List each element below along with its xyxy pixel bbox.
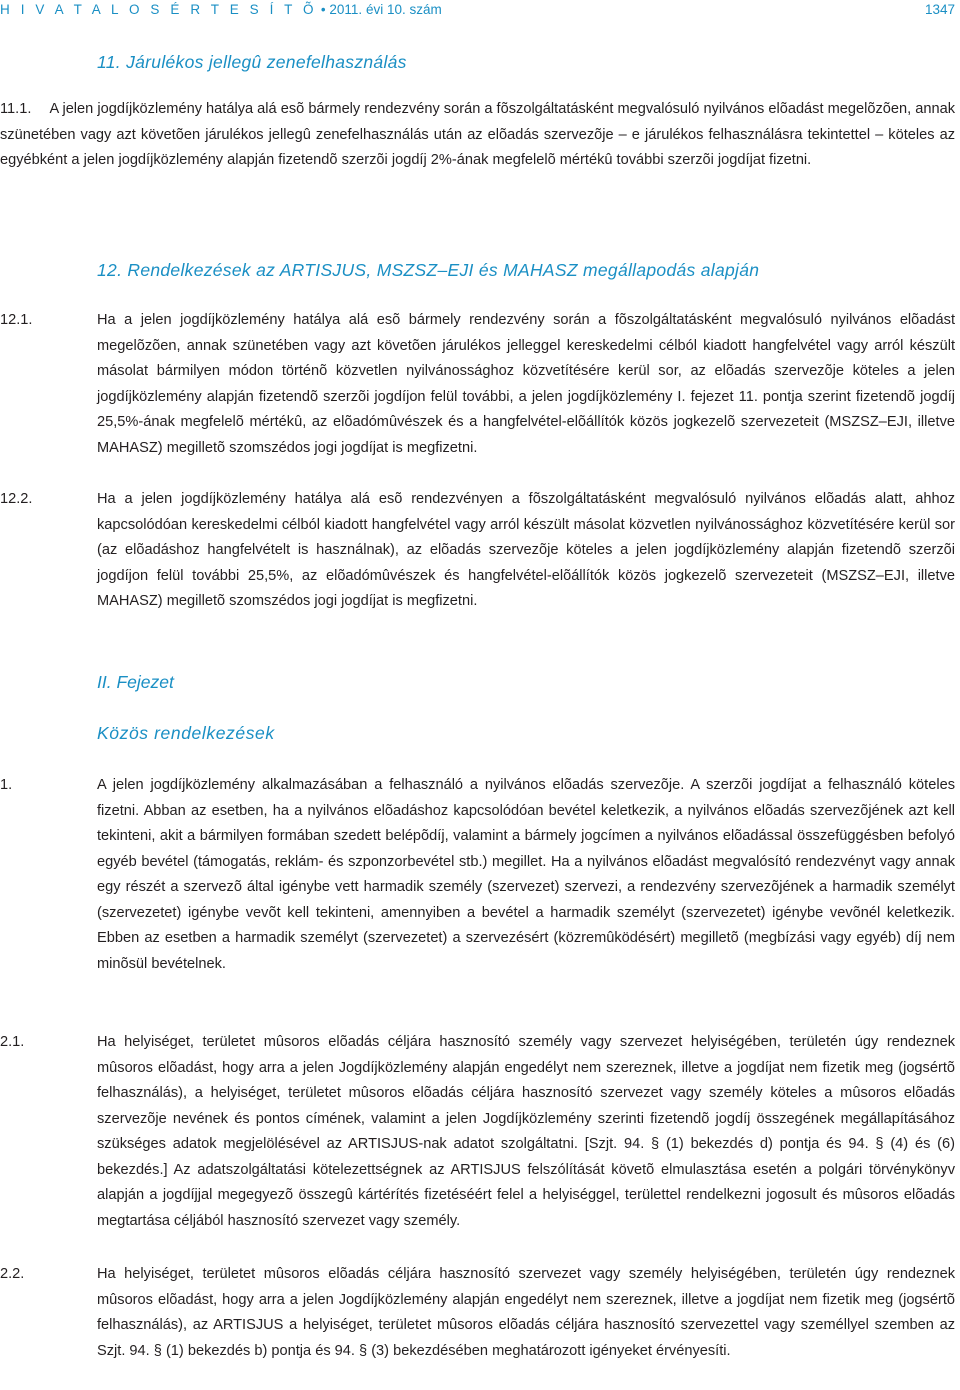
- issue-label: 2011. évi 10. szám: [329, 2, 442, 17]
- paragraph-2-1: [0, 1030, 955, 1234]
- section-12-title: 12. Rendelkezések az ARTISJUS, MSZSZ–EJI és MAHASZ megállapodás alapján: [97, 260, 760, 280]
- paragraph-number: 1.: [0, 777, 13, 793]
- paragraph-text: Ha helyiséget, területet mûsoros elõadás céljára hasznosító személy vagy szervezet helyiségében, területén úgy rendeznek mûsoros elõadást, hogy arra a jelen Jogdíjközlemény alapján engedélyt nem szereznek, illetve a jogdíjat nem fizetik meg (jogsértõ felhasználás), a helyiséget, területet mûsoros elõadás céljára hasznosító szervezet vagy személy köteles a mûsoros elõadás szervezõje nevének és pontos címének, valamint a jelen Jogdíjközlemény szerinti fizetendõ jogdíj összegének megállapításához szükséges adatok megjelölésével az ARTISJUS-nak adatot szolgáltatni. [Szjt. 94. § (1) bekezdés d) pontja és 94. § (4) és (6) bekezdés.] Az adatszolgáltatási kötelezettségnek az ARTISJUS felszólítását követõ elmulasztása esetén a polgári törvénykönyv alapján a jogdíjjal megegyezõ összegû kártérítés fizetéséért felel a helyiséggel, területtel rendelkezni jogosult és mûsoros elõadás megtartása céljából hasznosító szervezet vagy személy.: [97, 1034, 955, 1229]
- paragraph-12-2: [0, 487, 955, 615]
- journal-title: H I V A T A L O S É R T E S Í T Õ: [0, 2, 318, 17]
- bullet-separator: •: [320, 2, 330, 17]
- paragraph-number: 11.1.: [0, 101, 32, 117]
- section-11-title: 11. Járulékos jellegû zenefelhasználás: [97, 52, 407, 72]
- page-header: [0, 0, 960, 24]
- paragraph-text: A jelen jogdíjközlemény alkalmazásában a felhasználó a nyilvános elõadás szervezõje. A szerzõi jogdíjat a felhasználó köteles fizetni. Abban az esetben, ha a nyilvános elõadáshoz kapcsolódóan bevétel keletkezik, a nyilvános elõadás szervezõjének azt kell tekinteni, akit a bármilyen formában szedett belépõdíj, valamint a bármely jogcímen a nyilvános elõadással összefüggésben befolyó egyéb bevétel (támogatás, reklám- és szponzorbevétel stb.) megillet. Ha a nyilvános elõadást megvalósító rendezvényt vagy annak egy részét a szervezõ által igénybe vett harmadik személy (szervezet) szervezi, a rendezvény szervezõjének a harmadik személyt (szervezetet) igénybe vevõt kell tekinteni, amennyiben a bevétel a harmadik személyt (szervezetet) igénybe vevõnél keletkezik. Ebben az esetben a harmadik személyt (szervezetet) a szervezésért (közremûködésért) megilletõ (megbízási vagy egyéb) díj nem minõsül bevételnek.: [97, 777, 955, 972]
- page-number: 1347: [924, 2, 955, 17]
- paragraph-number: 2.1.: [0, 1034, 25, 1050]
- header-left: [0, 0, 442, 20]
- chapter-2-subtitle: Közös rendelkezések: [97, 723, 275, 743]
- paragraph-number: 12.1.: [0, 312, 33, 328]
- paragraph-12-1: [0, 308, 955, 461]
- paragraph-1: [0, 773, 955, 977]
- paragraph-text: Ha a jelen jogdíjközlemény hatálya alá esõ rendezvényen a fõszolgáltatásként megvalósuló nyilvános elõadás alatt, ahhoz kapcsolódóan kereskedelmi célból kiadott hangfelvétel vagy arról készült másolat közvetlen nyilvánossághoz közvetítésére kerül sor (az elõadáshoz hangfelvételt is használnak), az elõadás szervezõje köteles a jelen jogdíjközlemény alapján fizetendõ szerzõi jogdíjon felül további 25,5%, az elõadómûvészek és hangfelvétel-elõállítók közös jogkezelõ szervezeteit (MSZSZ–EJI, illetve MAHASZ) megilletõ szomszédos jogi jogdíjat is megfizetni.: [97, 491, 955, 609]
- paragraph-number: 2.2.: [0, 1266, 25, 1282]
- paragraph-number: 12.2.: [0, 491, 33, 507]
- paragraph-text: Ha a jelen jogdíjközlemény hatálya alá esõ bármely rendezvény során a fõszolgáltatásként megvalósuló nyilvános elõadást megelõzõen, annak szünetében vagy azt követõen járulékos jelleggel kereskedelmi célból kiadott hangfelvétel vagy arról készült másolat bármilyen módon történõ közvetlen nyilvánossághoz közvetítésére kerül sor, az elõadás szervezõje köteles a jelen jogdíjközlemény alapján fizetendõ szerzõi jogdíjon felül további, a jelen jogdíjközlemény I. fejezet 11. pontja szerint fizetendõ jogdíj 25,5%-ának megfelelõ mértékû, az elõadómûvészek és a hangfelvétel-elõállítók közös jogkezelõ szervezeteit (MSZSZ–EJI, illetve MAHASZ) megilletõ szomszédos jogi jogdíjat is megfizetni.: [97, 312, 955, 456]
- chapter-2-title: II. Fejezet: [97, 672, 174, 692]
- paragraph-text: A jelen jogdíjközlemény hatálya alá esõ bármely rendezvény során a fõszolgáltatásként megvalósuló nyilvános elõadást megelõzõen, annak szünetében vagy azt követõen járulékos jellegû zenefelhasználás után az elõadás szervezõje – e járulékos felhasználásra tekintettel – köteles az egyébként a jelen jogdíjközlemény alapján fizetendõ szerzõi jogdíj 2%-ának megfelelõ mértékû további szerzõi jogdíjat fizetni.: [0, 101, 955, 168]
- paragraph-2-2: [0, 1262, 955, 1364]
- paragraph-text: Ha helyiséget, területet mûsoros elõadás céljára hasznosító szervezet vagy személy helyiségében, területén úgy rendeznek mûsoros elõadást, hogy arra a jelen Jogdíjközlemény alapján engedélyt nem szereznek, illetve a jogdíjat nem fizetik meg (jogsértõ felhasználás), az ARTISJUS a helyiséget, területet mûsoros elõadás céljára hasznosító szervezettel vagy személlyel szemben az Szjt. 94. § (1) bekezdés b) pontja és 94. § (3) bekezdésében meghatározott igényeket érvényesíti.: [97, 1266, 955, 1359]
- paragraph-11-1: [0, 97, 955, 174]
